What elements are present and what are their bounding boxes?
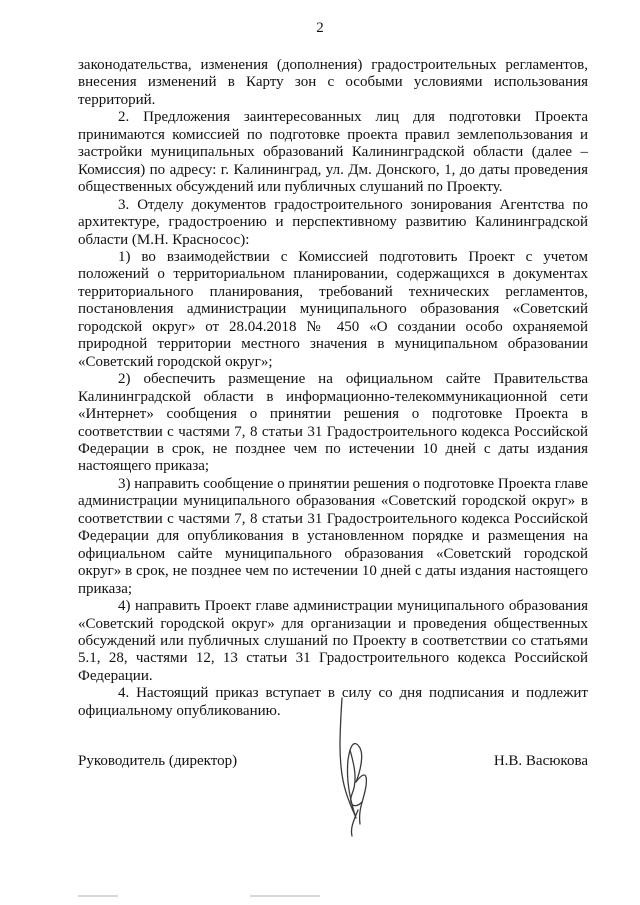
paragraph-continuation: законодательства, изменения (дополнения) градостроительных регламентов, внесения изменений в Карту зон с особыми условиями использования территорий. (78, 57, 588, 108)
paragraph-item-3: 3. Отделу документов градостроительного зонирования Агентства по архитектуре, градостроению и перспективному развитию Калининградской области (М.Н. Красносос): (78, 196, 588, 248)
scan-artifact (78, 895, 118, 897)
paragraph-item-4: 4. Настоящий приказ вступает в силу со дня подписания и подлежит официальному опубликованию. (78, 685, 588, 719)
paragraph-item-2: 2. Предложения заинтересованных лиц для подготовки Проекта принимаются комиссией по подготовке проекта правил землепользования и застройки муниципальных образований Калининградской области (далее – Комиссия) по адресу: г. Калининград, ул. Дм. Донского, 1, до даты проведения общественных обсуждений или публичных слушаний по Проекту. (78, 109, 588, 196)
document-body (78, 57, 588, 720)
page-number: 2 (316, 20, 324, 36)
handwritten-signature (320, 690, 380, 840)
subitem-2: 2) обеспечить размещение на официальном сайте Правительства Калининградской области в информационно-телекоммуникационной сети «Интернет» сообщения о принятии решения о подготовке Проекта в соответствии с частями 7, 8 статьи 31 Градостроительного кодекса Российской Федерации в срок, не позднее чем по истечении 10 дней с даты издания настоящего приказа; (78, 371, 588, 475)
subitem-3: 3) направить сообщение о принятии решения о подготовке Проекта главе администрации муниципального образования «Советский городской округ» в соответствии с частями 7, 8 статьи 31 Градостроительного кодекса Российской Федерации для опубликования в установленном порядке и размещения на официальном сайте муниципального образования «Советский городской округ» в срок, не позднее чем по истечении 10 дней с даты издания настоящего приказа; (78, 475, 588, 597)
scan-artifact (250, 895, 320, 897)
signatory-name: Н.В. Васюкова (493, 753, 588, 769)
subitem-1: 1) во взаимодействии с Комиссией подготовить Проект с учетом положений о территориальном планировании, содержащихся в документах территориального планирования, требований технических регламентов, постановления администрации муниципального образования «Советский городской округ» от 28.04.2018 № 450 «О создании особо охраняемой природной территории местного значения в муниципальном образовании «Советский городской округ»; (78, 248, 588, 370)
signatory-position: Руководитель (директор) (78, 753, 238, 769)
subitem-4: 4) направить Проект главе администрации муниципального образования «Советский городской округ» для организации и проведения общественных обсуждений или публичных слушаний по Проекту в соответствии со статьями 5.1, 28, частями 12, 13 статьи 31 Градостроительного кодекса Российской Федерации. (78, 598, 588, 684)
